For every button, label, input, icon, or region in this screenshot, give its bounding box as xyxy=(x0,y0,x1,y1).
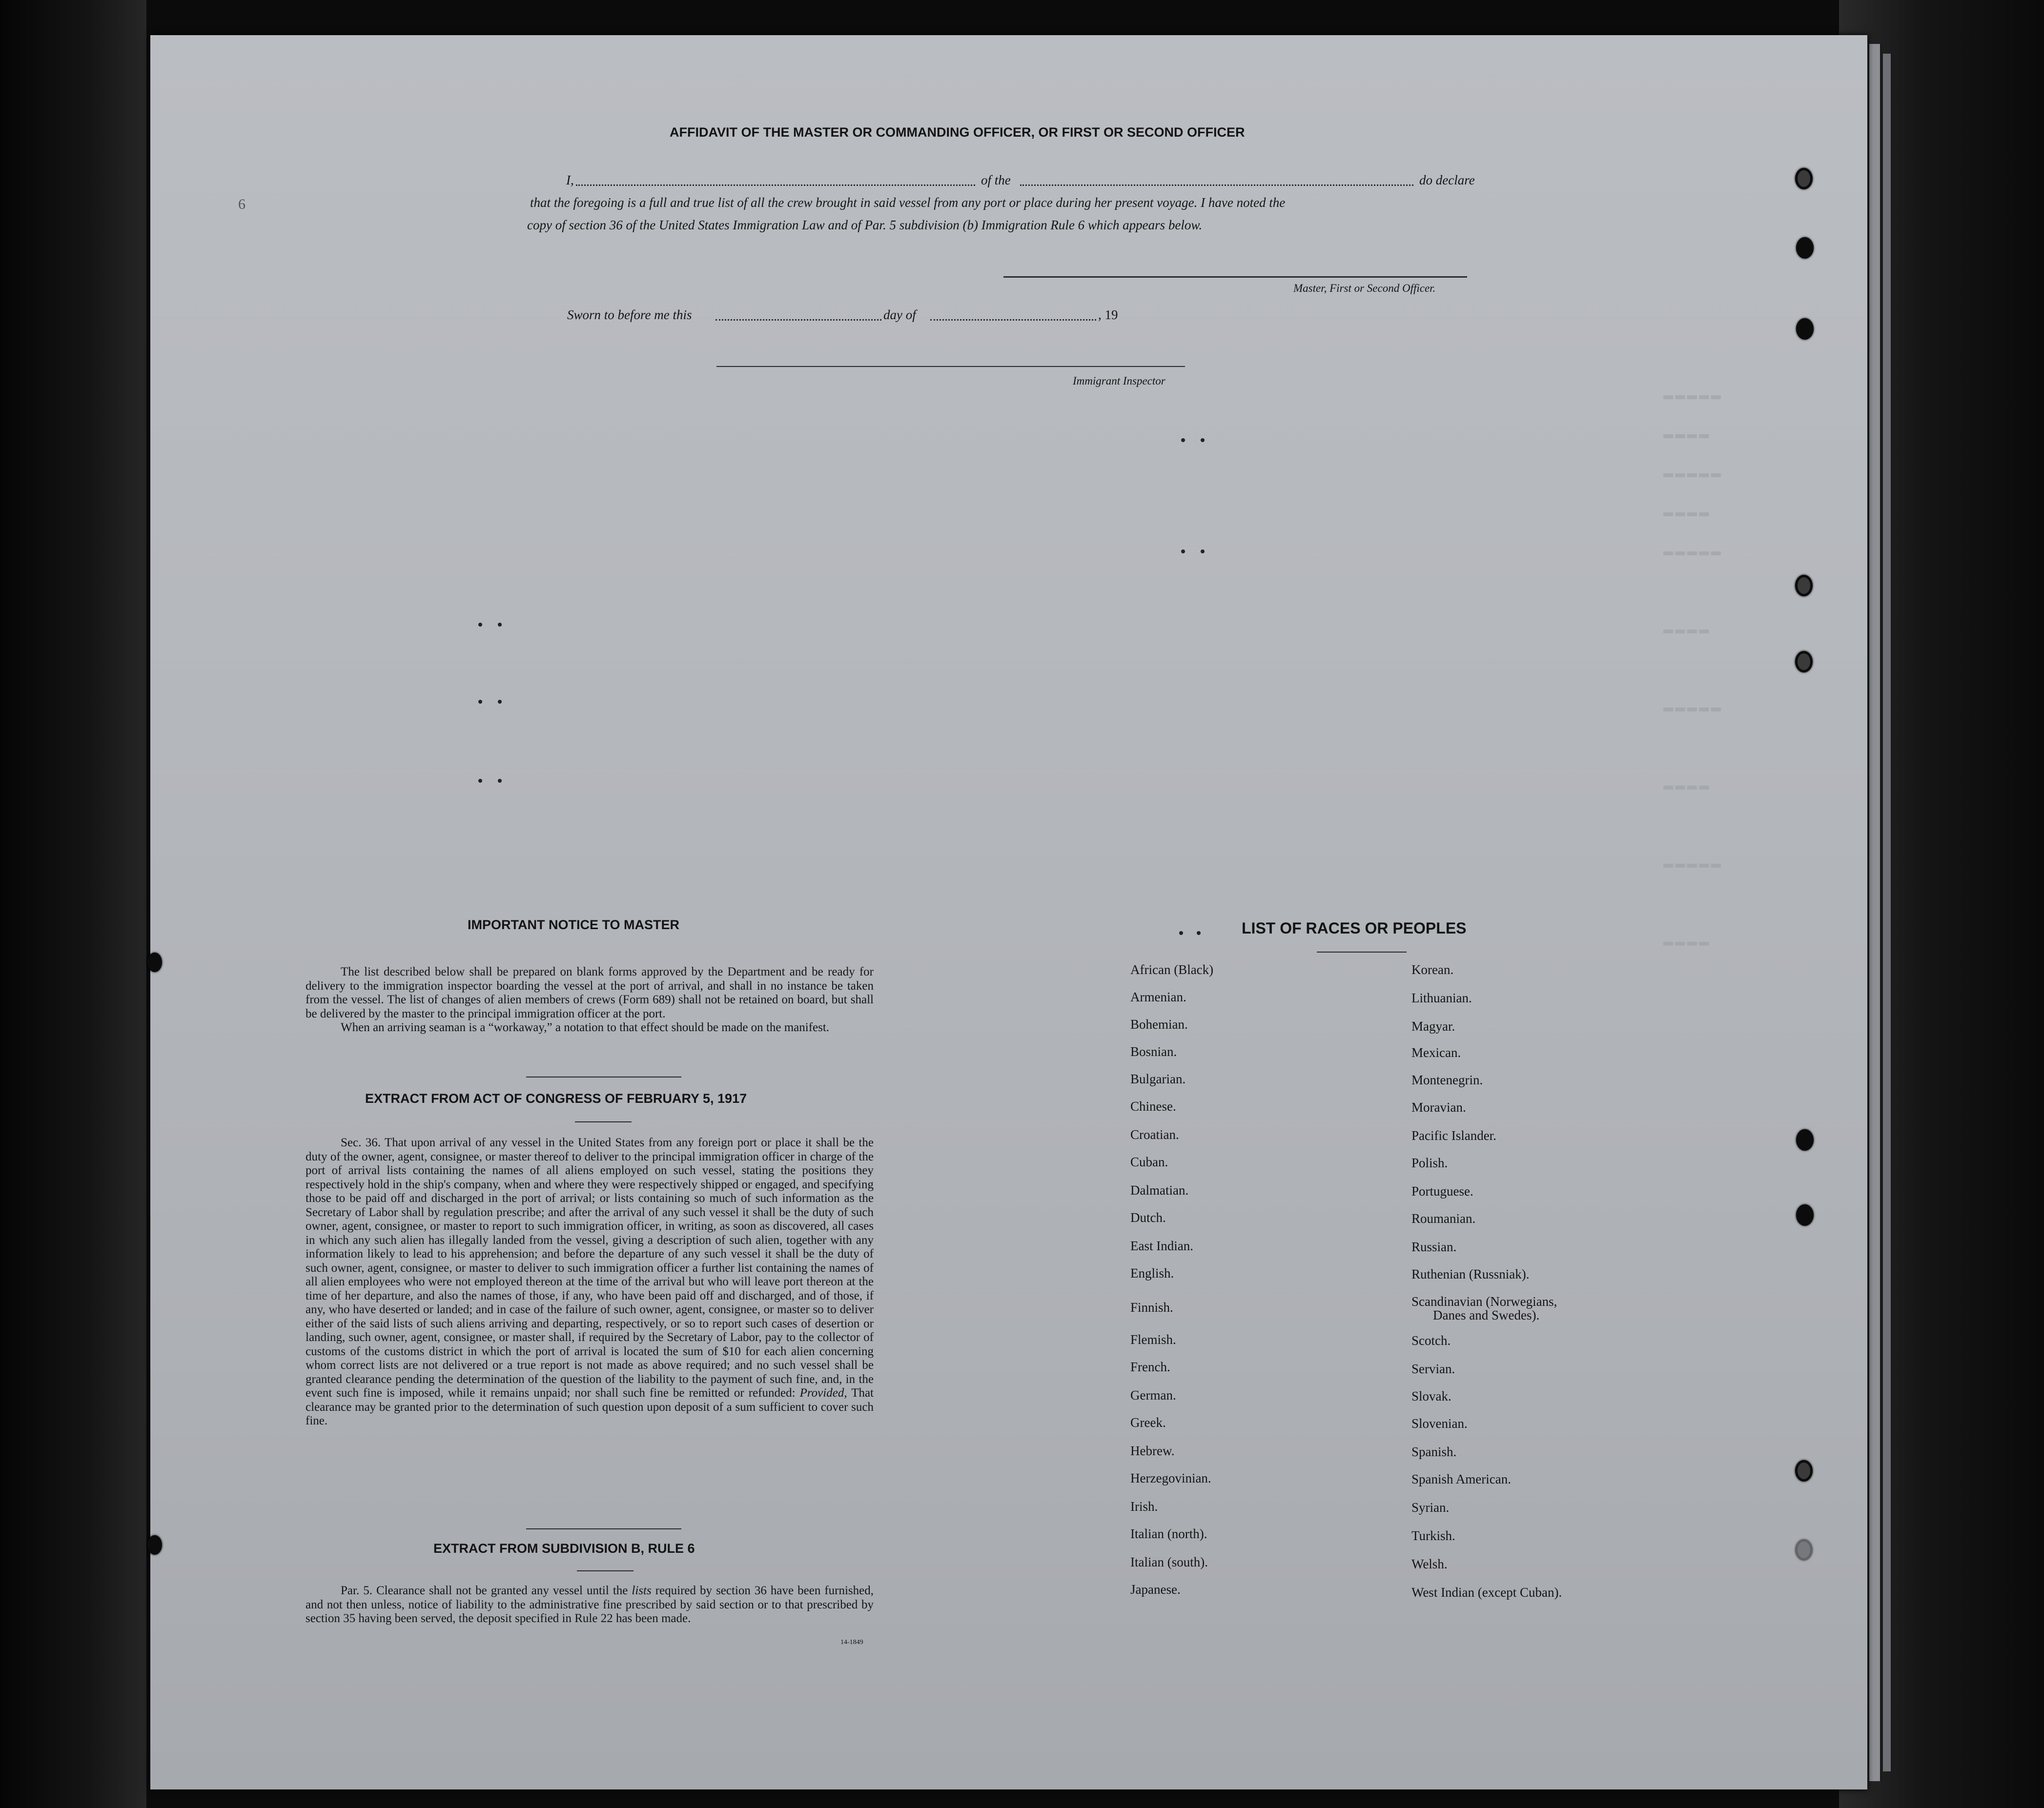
punch-hole xyxy=(147,1535,162,1555)
race-item: Spanish American. xyxy=(1411,1472,1511,1486)
ink-speck xyxy=(1181,549,1185,553)
name-blank[interactable] xyxy=(576,184,975,186)
underlying-sheet-edge xyxy=(1869,44,1882,1781)
race-item: Scandinavian (Norwegians, xyxy=(1411,1294,1557,1309)
ink-speck xyxy=(1201,549,1205,553)
vessel-name-blank[interactable] xyxy=(1020,184,1413,186)
bleed-through-text: ▬▬▬▬▬ xyxy=(1663,699,1723,717)
scan-background-left xyxy=(0,0,146,1808)
punch-hole xyxy=(1795,1539,1813,1561)
ink-speck xyxy=(1197,931,1201,935)
race-item: Hebrew. xyxy=(1130,1443,1175,1458)
sworn-day-blank[interactable] xyxy=(715,319,881,321)
notice-text xyxy=(306,965,874,1035)
ink-speck xyxy=(498,779,502,783)
of-the-label: of the xyxy=(981,173,1011,187)
sworn-label: Sworn to before me this xyxy=(567,307,692,322)
punch-hole xyxy=(1795,575,1813,596)
section-rule xyxy=(1317,952,1407,953)
race-item: Scotch. xyxy=(1411,1333,1451,1348)
race-item: East Indian. xyxy=(1130,1239,1193,1253)
race-item: Mexican. xyxy=(1411,1045,1461,1060)
punch-hole xyxy=(1795,1460,1813,1482)
race-item: Italian (north). xyxy=(1130,1526,1207,1541)
act-extract-heading: EXTRACT FROM ACT OF CONGRESS OF FEBRUARY 5, 1917 xyxy=(365,1091,747,1106)
manifest-page xyxy=(150,35,1867,1789)
race-item: Montenegrin. xyxy=(1411,1073,1483,1087)
race-item: Roumanian. xyxy=(1411,1211,1476,1226)
race-item: Bohemian. xyxy=(1130,1017,1188,1032)
race-item: English. xyxy=(1130,1266,1174,1280)
section-rule xyxy=(577,1570,634,1571)
bleed-through-text: ▬▬▬▬ xyxy=(1663,426,1711,444)
punch-hole xyxy=(1796,1129,1814,1151)
ink-speck xyxy=(478,623,482,627)
margin-mark: 6 xyxy=(238,196,245,212)
rule-extract-heading: EXTRACT FROM SUBDIVISION B, RULE 6 xyxy=(433,1541,695,1556)
section-rule xyxy=(575,1121,632,1122)
ink-speck xyxy=(498,700,502,704)
race-item: Ruthenian (Russniak). xyxy=(1411,1267,1530,1281)
bleed-through-text: ▬▬▬▬▬ xyxy=(1663,386,1723,405)
bleed-through-text: ▬▬▬▬ xyxy=(1663,504,1711,522)
race-item: Herzegovinian. xyxy=(1130,1471,1211,1485)
race-item: Russian. xyxy=(1411,1239,1457,1254)
bleed-through-text: ▬▬▬▬▬ xyxy=(1663,465,1723,483)
punch-hole xyxy=(1795,651,1813,672)
race-item: Bosnian. xyxy=(1130,1044,1177,1059)
officer-signature-line[interactable] xyxy=(1003,276,1467,278)
section-label: Sec. 36. xyxy=(341,1136,381,1149)
ink-speck xyxy=(1181,438,1185,442)
rule-extract-text xyxy=(306,1584,874,1626)
section-rule xyxy=(526,1528,681,1529)
race-item: Japanese. xyxy=(1130,1582,1181,1597)
race-item: Syrian. xyxy=(1411,1500,1450,1515)
officer-title-label: Master, First or Second Officer. xyxy=(1293,282,1436,294)
section-36-text-end: That clearance may be granted prior to the determination of such question upon deposit of a sum sufficient to cover such fine. xyxy=(306,1386,874,1427)
race-item: Chinese. xyxy=(1130,1099,1176,1114)
par-5-text-a: Par. 5. Clearance shall not be granted any vessel until the xyxy=(341,1584,628,1597)
race-item: Korean. xyxy=(1411,962,1454,977)
race-item: Greek. xyxy=(1130,1415,1166,1430)
race-item: German. xyxy=(1130,1388,1176,1402)
bleed-through-text: ▬▬▬▬ xyxy=(1663,777,1711,795)
lists-word: lists xyxy=(632,1584,652,1597)
ink-speck xyxy=(478,779,482,783)
race-item: French. xyxy=(1130,1360,1170,1374)
notice-paragraph-1: The list described below shall be prepared on blank forms approved by the Department and be ready for delivery to the immigration inspector boarding the vessel at the port of arrival, and shall in no instance be taken from the vessel. The list of changes of alien members of crews (Form 689) shall not be retained on board, but shall be delivered by the master to the principal immigration officer at the port. xyxy=(306,965,874,1020)
do-declare-label: do declare xyxy=(1419,173,1475,187)
race-item: Polish. xyxy=(1411,1156,1448,1170)
year-label: , 19 xyxy=(1098,307,1118,322)
underlying-sheet-edge xyxy=(1883,54,1893,1771)
punch-hole xyxy=(1796,237,1814,259)
races-heading: LIST OF RACES OR PEOPLES xyxy=(1242,919,1467,937)
provided-label: Provided, xyxy=(799,1386,847,1400)
affidavit-i-label: I, xyxy=(566,173,574,187)
race-item: Irish. xyxy=(1130,1499,1158,1514)
par-5-text-b: required by section 36 have been furnished, and not then unless, notice of liability to the administrative fine prescribed by said section or to that prescribed by section 35 having been served, the deposit specified in Rule 22 has been made. xyxy=(306,1584,874,1625)
race-item: Portuguese. xyxy=(1411,1184,1473,1199)
race-item: West Indian (except Cuban). xyxy=(1411,1585,1562,1600)
sworn-month-blank[interactable] xyxy=(930,319,1096,321)
race-item: Armenian. xyxy=(1130,990,1186,1004)
ink-speck xyxy=(498,623,502,627)
race-item: Cuban. xyxy=(1130,1155,1168,1169)
race-item: Finnish. xyxy=(1130,1300,1173,1315)
race-item-continued: Danes and Swedes). xyxy=(1433,1308,1540,1322)
race-item: African (Black) xyxy=(1130,962,1214,977)
race-item: Magyar. xyxy=(1411,1019,1455,1034)
punch-hole xyxy=(1796,1204,1814,1226)
ink-speck xyxy=(1179,931,1183,935)
race-item: Dalmatian. xyxy=(1130,1183,1189,1198)
race-item: Italian (south). xyxy=(1130,1555,1208,1569)
notice-paragraph-2: When an arriving seaman is a “workaway,” a notation to that effect should be made on the manifest. xyxy=(341,1021,830,1034)
inspector-signature-line[interactable] xyxy=(716,366,1185,367)
punch-hole xyxy=(147,953,162,972)
notice-heading: IMPORTANT NOTICE TO MASTER xyxy=(468,917,679,932)
race-item: Lithuanian. xyxy=(1411,991,1472,1005)
race-item: Flemish. xyxy=(1130,1332,1176,1347)
bleed-through-text: ▬▬▬▬▬ xyxy=(1663,855,1723,874)
inspector-title-label: Immigrant Inspector xyxy=(1073,375,1165,387)
race-item: Servian. xyxy=(1411,1361,1455,1376)
affidavit-statement-line1: that the foregoing is a full and true list of all the crew brought in said vessel from any port or place during her present voyage. I have noted the xyxy=(530,195,1286,210)
ink-speck xyxy=(1201,438,1205,442)
race-item: Slovak. xyxy=(1411,1389,1451,1403)
race-item: Slovenian. xyxy=(1411,1416,1468,1431)
race-item: Spanish. xyxy=(1411,1444,1457,1459)
race-item: Welsh. xyxy=(1411,1557,1448,1571)
bleed-through-text: ▬▬▬▬▬ xyxy=(1663,543,1723,561)
affidavit-heading: AFFIDAVIT OF THE MASTER OR COMMANDING OFFICER, OR FIRST OR SECOND OFFICER xyxy=(670,125,1245,140)
section-36-text: That upon arrival of any vessel in the United States from any foreign port or place it shall be the duty of the owner, agent, consignee, or master thereof to deliver to the principal immigration officer in charge of the port of arrival lists containing the names of all aliens employed on such vessel, stating the positions they respectively hold in the ship's company, when and where they were respectively shipped or engaged, and specifying those to be paid off and discharged in the port of arrival; or lists containing so much of such information as the Secretary of Labor shall by regulation prescribe; and after the arrival of any such vessel it shall be the duty of such owner, agent, consignee, or master to report to such immigration officer, in writing, as soon as discovered, all cases in which any such alien has illegally landed from the vessel, giving a description of such alien, together with any information likely to lead to his apprehension; and before the departure of any such vessel it shall be the duty of such owner, agent, consignee, or master to deliver to such immigration officer a further list containing the names of all alien employees who were not employed thereon at the time of the arrival but who will leave port thereon at the time of her departure, and also the names of those, if any, who have been paid off and discharged, and of those, if any, who have deserted or landed; and in case of the failure of such owner, agent, consignee, or master so to deliver either of the said lists of such aliens arriving and departing, respectively, or so to report such cases of desertion or landing, such owner, agent, consignee, or master shall, if required by the Secretary of Labor, pay to the collector of customs of the customs district in which the port of arrival is located the sum of $10 for each alien concerning whom correct lists are not delivered or a true report is not made as above required; and no such vessel shall be granted clearance pending the determination of the question of the liability to the payment of such fine, and, in the event such fine is imposed, while it remains unpaid; nor shall such fine be remitted or refunded: xyxy=(306,1136,874,1400)
form-number: 14-1849 xyxy=(840,1639,863,1646)
affidavit-statement-line2: copy of section 36 of the United States Immigration Law and of Par. 5 subdivision (b) Immigration Rule 6 which appears below. xyxy=(527,218,1203,232)
punch-hole xyxy=(1796,318,1814,340)
act-extract-text xyxy=(306,1136,874,1428)
race-item: Moravian. xyxy=(1411,1100,1466,1115)
race-item: Turkish. xyxy=(1411,1528,1455,1543)
bleed-through-text: ▬▬▬▬ xyxy=(1663,621,1711,639)
race-item: Bulgarian. xyxy=(1130,1072,1186,1086)
punch-hole xyxy=(1795,168,1813,189)
day-of-label: day of xyxy=(883,307,916,322)
race-item: Croatian. xyxy=(1130,1127,1179,1142)
ink-speck xyxy=(478,700,482,704)
race-item: Pacific Islander. xyxy=(1411,1128,1496,1143)
bleed-through-text: ▬▬▬▬ xyxy=(1663,933,1711,952)
race-item: Dutch. xyxy=(1130,1210,1166,1225)
